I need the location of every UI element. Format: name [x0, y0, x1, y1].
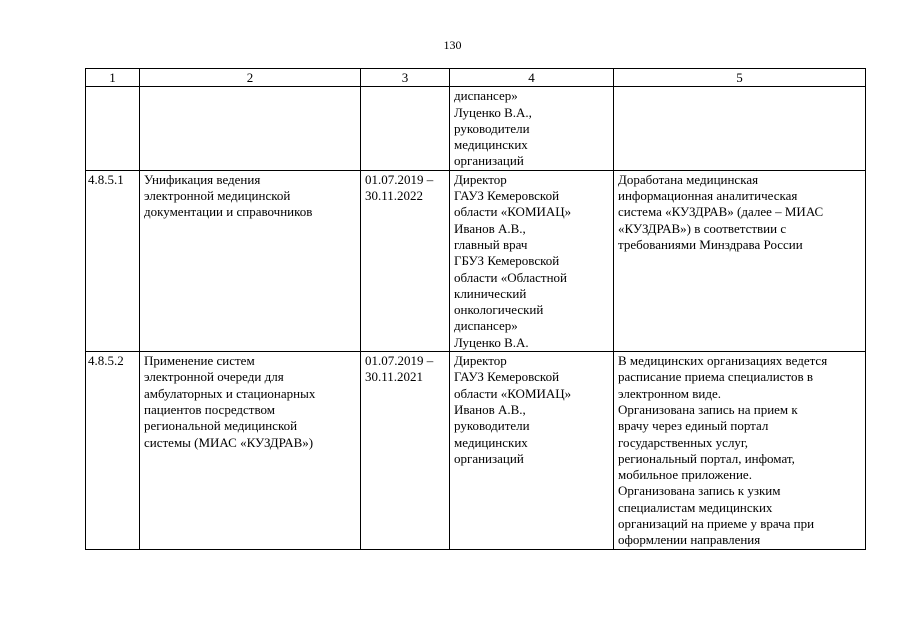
table-row [86, 352, 866, 550]
measure-cell: Применение систем электронной очереди для амбулаторных и стационарных пациентов посредством региональной медицинской системы (МИАС «КУЗДРАВ») [140, 352, 361, 550]
table-row [86, 170, 866, 351]
column-header: 4 [450, 69, 614, 87]
period-cell: 01.07.2019 – 30.11.2021 [361, 352, 450, 550]
row-id-cell: 4.8.5.1 [86, 170, 140, 351]
table-header-row [86, 69, 866, 87]
period-cell: 01.07.2019 – 30.11.2022 [361, 170, 450, 351]
period-cell [361, 87, 450, 170]
result-cell: В медицинских организациях ведется расписание приема специалистов в электронном виде. Организована запись на прием к врачу через единый портал государственных услуг, региональный портал, инфомат, мобильное приложение. Организована запись к узким специалистам медицинских организаций на приеме у врача при оформлении направления [614, 352, 866, 550]
row-id-cell: 4.8.5.2 [86, 352, 140, 550]
column-header: 5 [614, 69, 866, 87]
responsible-cell: Директор ГАУЗ Кемеровской области «КОМИАЦ» Иванов А.В., главный врач ГБУЗ Кемеровской области «Областной клинический онкологический диспансер» Луценко В.А. [450, 170, 614, 351]
responsible-cell: Директор ГАУЗ Кемеровской области «КОМИАЦ» Иванов А.В., руководители медицинских организаций [450, 352, 614, 550]
row-id-cell [86, 87, 140, 170]
column-header: 1 [86, 69, 140, 87]
table-row [86, 87, 866, 170]
page-number: 130 [443, 38, 462, 52]
responsible-cell: диспансер» Луценко В.А., руководители медицинских организаций [450, 87, 614, 170]
measure-cell [140, 87, 361, 170]
measure-cell: Унификация ведения электронной медицинской документации и справочников [140, 170, 361, 351]
column-header: 2 [140, 69, 361, 87]
result-cell: Доработана медицинская информационная аналитическая система «КУЗДРАВ» (далее – МИАС «КУЗДРАВ») в соответствии с требованиями Минздрава России [614, 170, 866, 351]
column-header: 3 [361, 69, 450, 87]
plan-table [85, 68, 866, 550]
result-cell [614, 87, 866, 170]
